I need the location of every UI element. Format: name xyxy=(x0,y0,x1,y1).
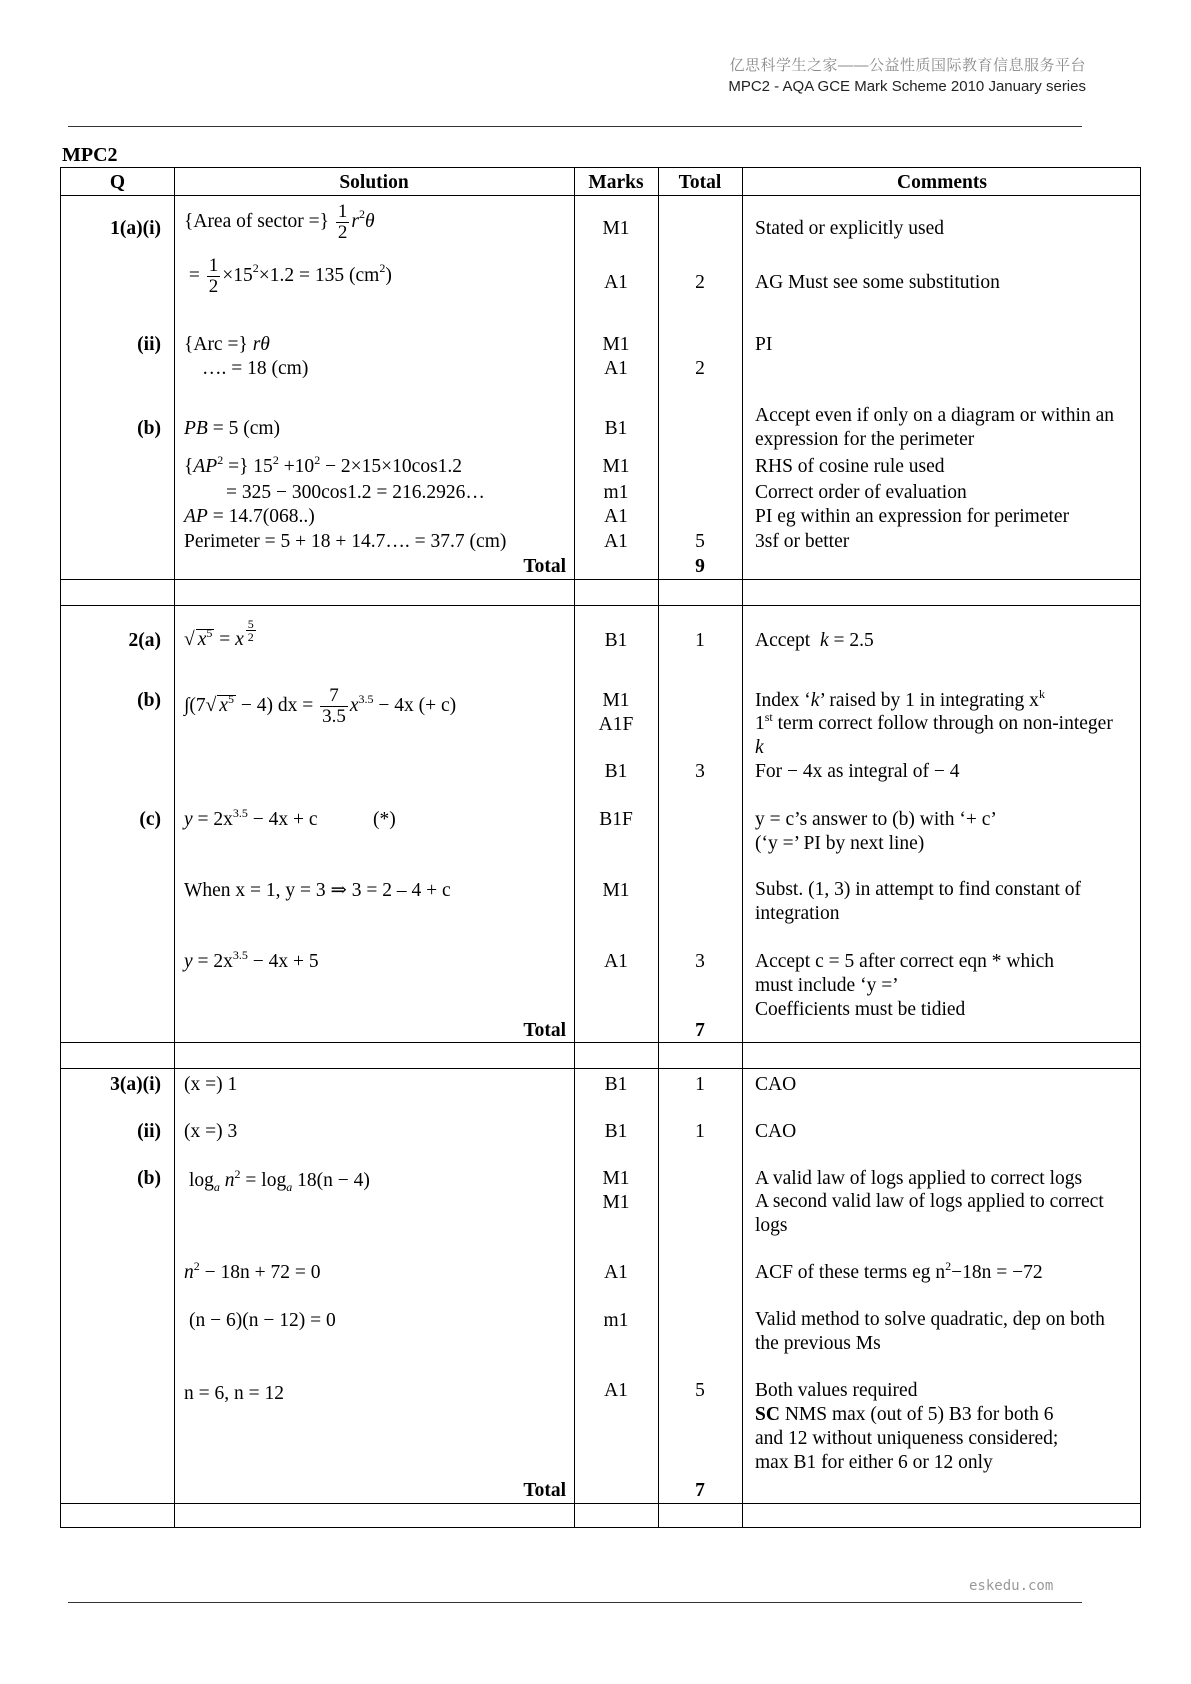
comment: A second valid law of logs applied to correct logs xyxy=(755,1191,1104,1236)
total: 1 xyxy=(695,1074,705,1095)
mark: M1 xyxy=(602,690,630,711)
mark: A1F xyxy=(598,714,634,735)
col-divider-q xyxy=(174,168,175,1527)
col-header-comments: Comments xyxy=(897,172,987,193)
solution-line: (n − 6)(n − 12) = 0 xyxy=(189,1310,336,1331)
comment: Accept c = 5 after correct eqn * which xyxy=(755,951,1055,972)
total: 3 xyxy=(695,951,705,972)
solution-line: n = 6, n = 12 xyxy=(184,1383,284,1404)
mark: A1 xyxy=(604,531,628,552)
solution-line: When x = 1, y = 3 ⇒ 3 = 2 – 4 + c xyxy=(184,880,451,901)
row-divider xyxy=(61,605,1140,606)
total: 3 xyxy=(695,761,705,782)
q-label: (b) xyxy=(137,1168,161,1189)
comment: CAO xyxy=(755,1074,797,1095)
total-label: Total xyxy=(523,556,566,577)
solution-star: (*) xyxy=(373,809,396,830)
comment: Accept even if only on a diagram or within an expression for the perimeter xyxy=(755,405,1115,450)
mark: B1 xyxy=(604,630,628,651)
comment: Both values required xyxy=(755,1380,918,1401)
mark: A1 xyxy=(604,951,628,972)
mark: M1 xyxy=(602,334,630,355)
mark: M1 xyxy=(602,218,630,239)
total-label: Total xyxy=(523,1020,566,1041)
mark: m1 xyxy=(603,1310,629,1331)
comment: Correct order of evaluation xyxy=(755,482,967,503)
fraction: $\frac{5}{2}$ xyxy=(247,617,254,645)
col-header-q: Q xyxy=(109,172,126,193)
comment: CAO xyxy=(755,1121,797,1142)
mark: A1 xyxy=(604,358,628,379)
q-label: (b) xyxy=(137,690,161,711)
comment: max B1 for either 6 or 12 only xyxy=(755,1452,993,1473)
comment: Index ‘k’ raised by 1 in integrating $x^k$ xyxy=(755,686,1045,711)
comment: Coefficients must be tidied xyxy=(755,999,966,1020)
q-label: 3(a)(i) xyxy=(110,1074,161,1095)
comment: For − 4x as integral of − 4 xyxy=(755,761,960,782)
col-divider-total xyxy=(742,168,743,1527)
mark: A1 xyxy=(604,1380,628,1401)
comment: PI xyxy=(755,334,773,355)
mark: M1 xyxy=(602,1192,630,1213)
total-label: Total xyxy=(523,1480,566,1501)
solution-line: ∫(7√ $x^5 - 4$) dx = $\frac{7}{3.5}$ $x^{3.5} - 4x$ (+ c) xyxy=(184,685,457,728)
comment: Subst. (1, 3) in attempt to find constant of integration xyxy=(755,879,1082,924)
fraction: $\frac{1}{2}$ xyxy=(337,201,348,243)
mark: m1 xyxy=(603,482,629,503)
mark: B1 xyxy=(604,1074,628,1095)
fraction: $\frac{1}{2}$ xyxy=(208,255,219,297)
footer-rule xyxy=(68,1602,1082,1603)
mark: M1 xyxy=(602,456,630,477)
footer-site: eskedu.com xyxy=(969,1578,1054,1594)
solution-line: Perimeter = 5 + 18 + 14.7…. = 37.7 (cm) xyxy=(184,531,507,552)
comment: A valid law of logs applied to correct logs xyxy=(755,1168,1083,1189)
total: 1 xyxy=(695,1121,705,1142)
total-value: 7 xyxy=(695,1480,705,1501)
mark: B1F xyxy=(599,809,633,830)
col-header-total: Total xyxy=(678,172,722,193)
comment: Stated or explicitly used xyxy=(755,218,945,239)
comment: Accept k = 2.5 xyxy=(755,630,874,651)
comment: Valid method to solve quadratic, dep on both the previous Ms xyxy=(755,1309,1105,1354)
solution-line: AP = 14.7(068..) xyxy=(184,506,315,527)
q-label: (b) xyxy=(137,418,161,439)
solution-line: …. = 18 (cm) xyxy=(202,358,309,379)
comment: y = c’s answer to (b) with ‘+ c’ xyxy=(755,809,997,830)
q-label: 1(a)(i) xyxy=(110,218,161,239)
header-doc-title: MPC2 - AQA GCE Mark Scheme 2010 January series xyxy=(728,78,1086,95)
mark: A1 xyxy=(604,272,628,293)
mark: B1 xyxy=(604,1121,628,1142)
mark: M1 xyxy=(602,880,630,901)
header-site-cn: 亿思科学生之家——公益性质国际教育信息服务平台 xyxy=(729,57,1086,74)
solution-line: $y = 2x^{3.5} - 4x + 5$ xyxy=(184,947,319,972)
section-title: MPC2 xyxy=(62,144,118,166)
total: 2 xyxy=(695,272,705,293)
comment: AG Must see some substitution xyxy=(755,272,1000,293)
comment: PI eg within an expression for perimeter xyxy=(755,506,1070,527)
q-label: 2(a) xyxy=(128,630,161,651)
fraction: $\frac{7}{3.5}$ xyxy=(322,685,346,728)
q-label: (c) xyxy=(139,809,161,830)
mark: B1 xyxy=(604,418,628,439)
col-header-solution: Solution xyxy=(339,172,409,193)
mark: M1 xyxy=(602,1168,630,1189)
comment: and 12 without uniqueness considered; xyxy=(755,1428,1059,1449)
mark: B1 xyxy=(604,761,628,782)
comment: (‘y =’ PI by next line) xyxy=(755,833,925,854)
solution-line: (x =) 1 xyxy=(184,1074,238,1095)
solution-line: {$AP^2$ =} $15^2 +10^2 - 2\times 15\times 10\cos 1.2$ xyxy=(184,452,463,477)
total: 5 xyxy=(695,531,705,552)
solution-line: {Area of sector =} $\frac{1}{2}$ $r^2\theta$ xyxy=(184,201,375,243)
comment: 1st term correct follow through on non-integer k xyxy=(755,709,1113,758)
comment: must include ‘y =’ xyxy=(755,975,899,996)
solution-line: PB = 5 (cm) xyxy=(184,418,281,439)
solution-line: (x =) 3 xyxy=(184,1121,238,1142)
mark: A1 xyxy=(604,506,628,527)
solution-line: $y = 2x^{3.5} - 4x + c$ xyxy=(184,805,318,830)
comment: 3sf or better xyxy=(755,531,850,552)
q-label: (ii) xyxy=(137,334,161,355)
comment: SC NMS max (out of 5) B3 for both 6 xyxy=(755,1404,1054,1425)
header-rule xyxy=(68,126,1082,127)
total-value: 7 xyxy=(695,1020,705,1041)
q-label: (ii) xyxy=(137,1121,161,1142)
total-value: 9 xyxy=(695,556,705,577)
comment: RHS of cosine rule used xyxy=(755,456,945,477)
solution-line: = $\frac{1}{2}$ $\times 15^2\times 1.2 = 135$ $(cm^2)$ xyxy=(188,255,392,297)
total: 2 xyxy=(695,358,705,379)
total: 5 xyxy=(695,1380,705,1401)
solution-line: $n^2 - 18n + 72 = 0$ xyxy=(184,1258,321,1283)
total: 1 xyxy=(695,630,705,651)
mark: A1 xyxy=(604,1262,628,1283)
solution-line: √ $x^5 = x$ $\frac{5}{2}$ xyxy=(184,617,254,650)
solution-line: {Arc =} rθ xyxy=(184,334,270,355)
solution-line: = 325 − 300cos1.2 = 216.2926… xyxy=(226,482,485,503)
row-divider xyxy=(61,1068,1140,1069)
col-header-marks: Marks xyxy=(588,172,644,193)
mark-scheme-table xyxy=(60,167,1141,1528)
solution-line: $\log_a n^2 = \log_a 18(n - 4)$ xyxy=(189,1166,370,1194)
comment: ACF of these terms eg $n^2-18n = -72$ xyxy=(755,1258,1043,1283)
